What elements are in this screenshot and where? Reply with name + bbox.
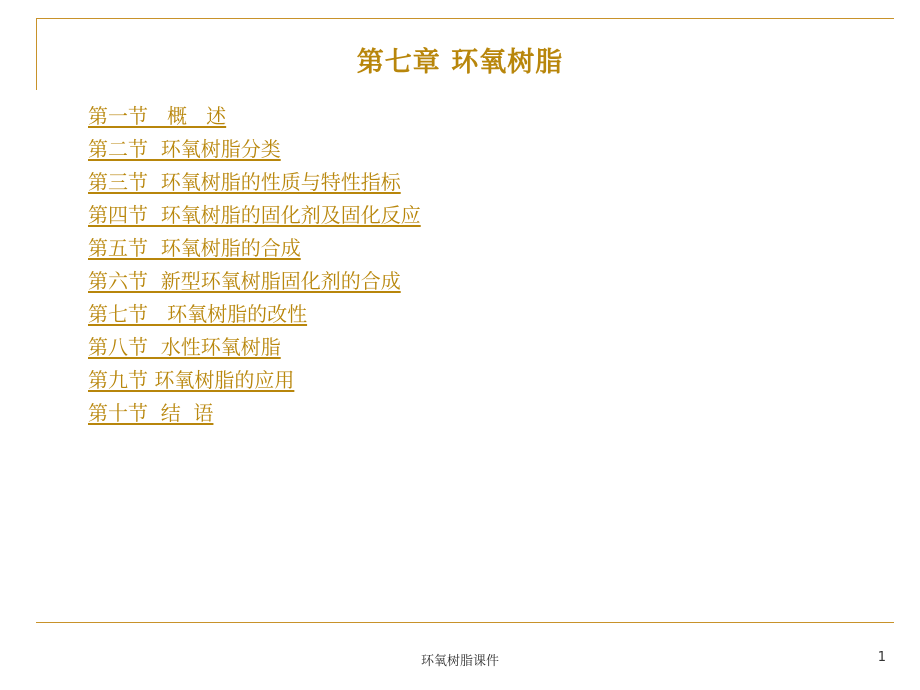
header-divider [36,18,894,19]
table-of-contents [88,100,848,430]
footer-text: 环氧树脂课件 [420,654,499,669]
footer-divider [36,622,894,623]
toc-item-8[interactable]: 第八节 水性环氧树脂 [88,335,281,359]
toc-item-10[interactable]: 第十节 结 语 [88,401,214,425]
toc-item-4[interactable]: 第四节 环氧树脂的固化剂及固化反应 [88,203,421,227]
page-title: 第七章 环氧树脂 [356,47,564,78]
toc-item-1[interactable]: 第一节 概 述 [88,104,227,128]
toc-item-2[interactable]: 第二节 环氧树脂分类 [88,137,281,161]
toc-item-6[interactable]: 第六节 新型环氧树脂固化剂的合成 [88,269,401,293]
toc-item-3[interactable]: 第三节 环氧树脂的性质与特性指标 [88,170,401,194]
page-number: 1 [877,650,886,665]
toc-item-5[interactable]: 第五节 环氧树脂的合成 [88,236,301,260]
toc-item-7[interactable]: 第七节 环氧树脂的改性 [88,302,308,326]
toc-item-9[interactable]: 第九节 环氧树脂的应用 [88,368,295,392]
